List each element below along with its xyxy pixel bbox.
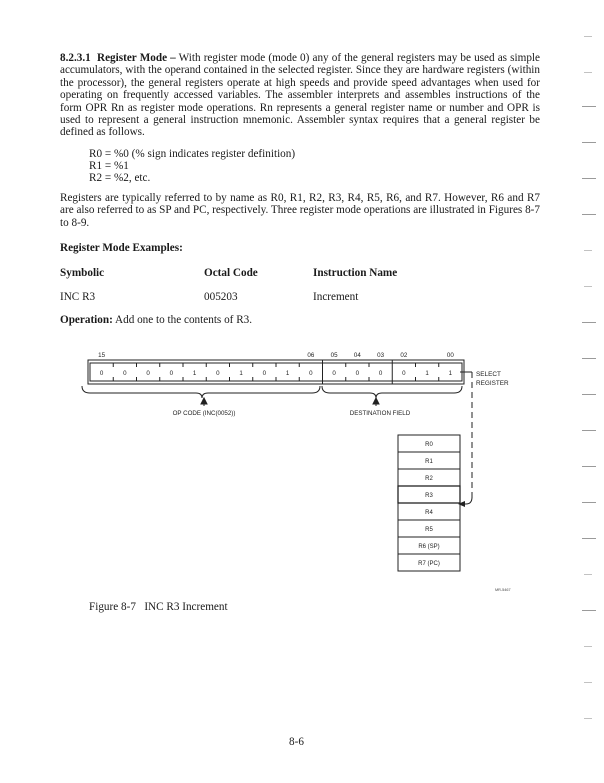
- register-file: [398, 435, 460, 571]
- bit-value: 0: [169, 370, 174, 377]
- edge-mark: [584, 646, 592, 647]
- bit-position-label: 15: [98, 352, 106, 359]
- register-name: R6 (SP): [418, 544, 440, 550]
- edge-mark: [584, 682, 592, 683]
- row-instruction-name: Increment: [313, 291, 359, 303]
- section-title: Register Mode –: [97, 52, 176, 64]
- register-name: R7 (PC): [418, 561, 440, 567]
- edge-mark: [582, 214, 596, 215]
- definition-r0: R0 = %0 (% sign indicates register definition): [89, 148, 296, 160]
- register-name: R2: [425, 476, 433, 482]
- section-body: With register mode (mode 0) any of the general registers may be used as simple accumulators, with the operand contained in the selected register. Since they are hardware registers (within the processor), the general registers operate at high speeds and provide speed advantages when used for operating on frequently accessed variables. The assembler interprets and assembles instructions of the form OPR Rn as register mode operations. Rn represents a general register name or number and OPR is used to represent a general instruction mnemonic. Assembler syntax requires that a general register be defined as follows.: [60, 52, 540, 139]
- bit-position-label: 02: [400, 352, 408, 359]
- bit-position-label: 00: [446, 352, 454, 359]
- opcode-label: OP CODE (INC(0052)): [172, 410, 236, 417]
- examples-heading: Register Mode Examples:: [60, 242, 183, 254]
- bit-value: 1: [425, 370, 429, 377]
- select-register-connector: [460, 372, 472, 504]
- operation-line: [60, 314, 252, 326]
- bit-value: 0: [123, 370, 127, 377]
- figure-number: Figure 8-7: [89, 601, 136, 613]
- bit-value: 0: [146, 370, 150, 377]
- edge-mark: [582, 538, 596, 539]
- instruction-diagram: [80, 345, 540, 605]
- destination-field-label: DESTINATION FIELD: [349, 410, 411, 417]
- operation-text: Add one to the contents of R3.: [115, 314, 253, 326]
- figure-title: INC R3 Increment: [144, 601, 228, 613]
- bit-position-label: 04: [353, 352, 361, 359]
- edge-mark: [582, 430, 596, 431]
- definition-r1: R1 = %1: [89, 160, 129, 172]
- select-arrowhead: [458, 501, 465, 507]
- register-name: R3: [425, 493, 433, 499]
- register-name: R1: [425, 459, 433, 465]
- bit-values: [100, 370, 453, 377]
- bit-value: 0: [355, 370, 360, 377]
- edge-mark: [582, 178, 596, 179]
- edge-mark: [582, 142, 596, 143]
- row-symbolic: INC R3: [60, 291, 96, 303]
- bit-position-label: 03: [377, 352, 385, 359]
- bit-position-label: 05: [330, 352, 338, 359]
- register-name: R0: [425, 442, 433, 448]
- figure-caption: [89, 601, 228, 613]
- select-label: SELECT: [476, 371, 501, 378]
- section-paragraph: [60, 52, 540, 139]
- edge-mark: [584, 250, 592, 251]
- bit-value: 0: [262, 370, 267, 377]
- bit-value: 0: [332, 370, 336, 377]
- edge-mark: [582, 394, 596, 395]
- bit-value: 0: [378, 370, 383, 377]
- bit-value: 1: [285, 370, 290, 377]
- edge-mark: [584, 286, 592, 287]
- bit-value: 0: [99, 370, 104, 377]
- row-octal-code: 005203: [204, 291, 238, 303]
- definition-r2: R2 = %2, etc.: [89, 172, 151, 184]
- edge-mark: [582, 610, 596, 611]
- edge-mark: [582, 106, 596, 107]
- header-symbolic: Symbolic: [60, 267, 105, 279]
- bit-position-label: 06: [307, 352, 315, 359]
- label-pointers: [201, 398, 379, 406]
- register-name: R5: [425, 527, 433, 533]
- register-name: R4: [425, 510, 433, 516]
- bit-value: 1: [239, 370, 243, 377]
- bit-value: 1: [192, 370, 197, 377]
- bit-ticks: [113, 360, 439, 384]
- operation-label: Operation:: [60, 314, 113, 326]
- edge-mark: [582, 358, 596, 359]
- bit-value: 1: [448, 370, 453, 377]
- edge-mark: [584, 72, 592, 73]
- bit-value: 0: [216, 370, 220, 377]
- edge-mark: [582, 322, 596, 323]
- figure-id: MR-5467: [495, 588, 511, 592]
- header-instruction-name: Instruction Name: [313, 267, 398, 279]
- header-octal-code: Octal Code: [204, 267, 258, 279]
- section-number: 8.2.3.1: [60, 52, 91, 64]
- bit-value: 0: [309, 370, 313, 377]
- register-label: REGISTER: [476, 380, 509, 387]
- bit-value: 0: [402, 370, 406, 377]
- edge-mark: [584, 574, 592, 575]
- registers-paragraph: Registers are typically referred to by name as R0, R1, R2, R3, R4, R5, R6, and R7. However, R6 and R7 are also referred to as SP and PC, respectively. Three register mode operations are illustrated in Figures 8-7 to 8-9.: [60, 192, 540, 229]
- bit-labels: [98, 352, 454, 359]
- field-braces: [82, 386, 462, 398]
- edge-mark: [582, 502, 596, 503]
- edge-mark: [584, 718, 592, 719]
- edge-mark: [582, 466, 596, 467]
- edge-mark: [584, 36, 592, 37]
- page-number: 8-6: [289, 736, 304, 748]
